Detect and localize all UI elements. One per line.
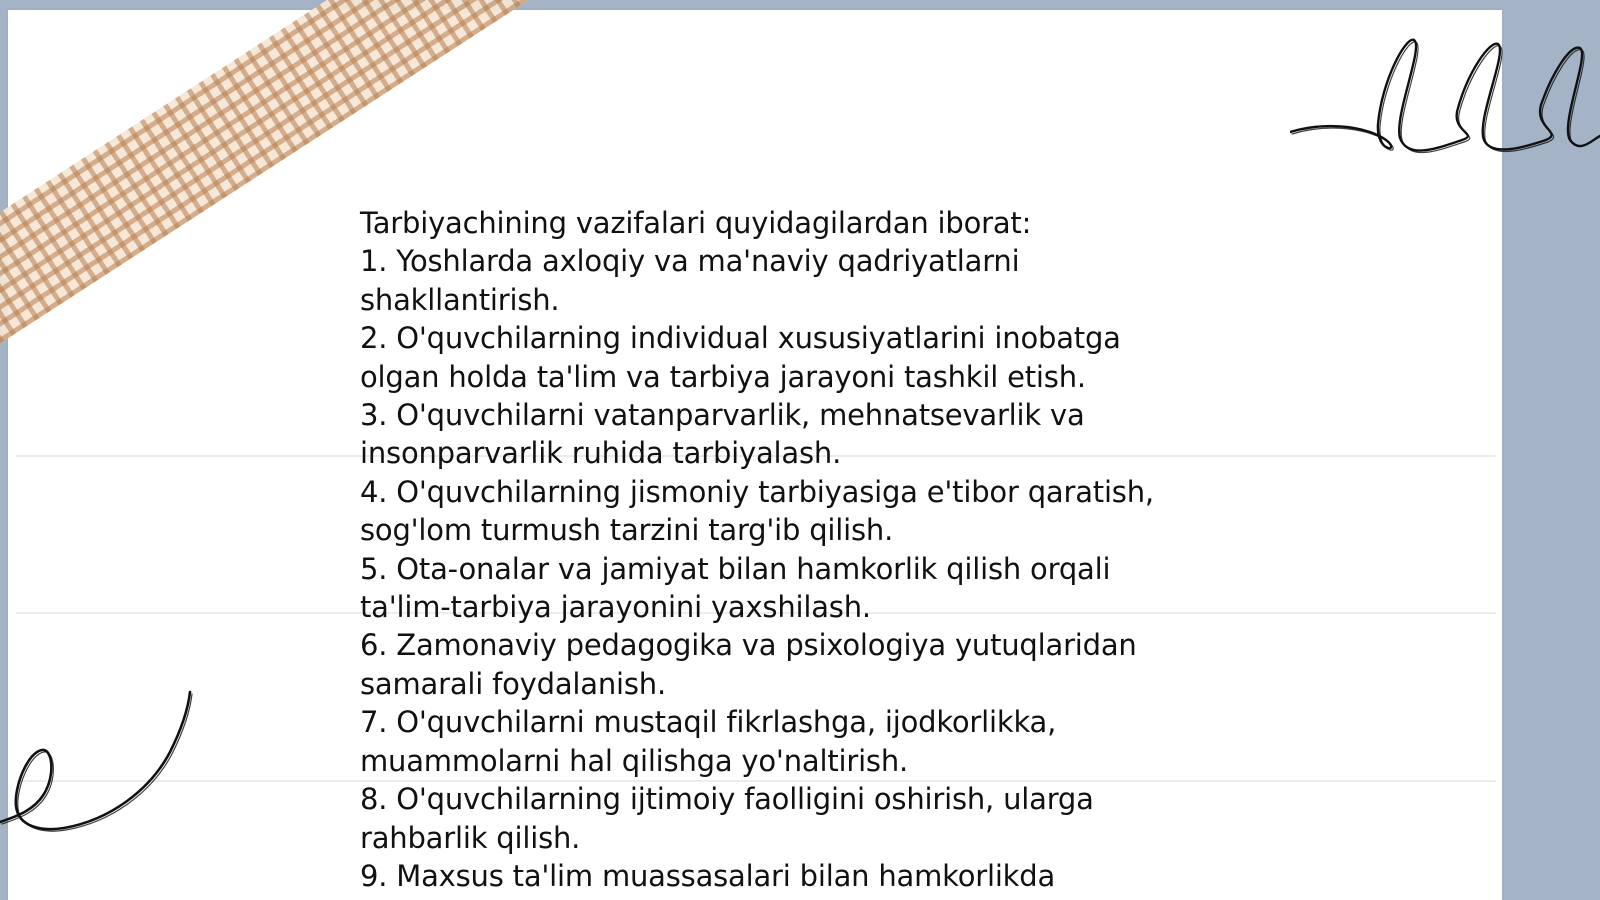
- list-item: 1. Yoshlarda axloqiy va ma'naviy qadriyatlarni shakllantirish.: [360, 244, 1020, 317]
- list-item: 5. Ota-onalar va jamiyat bilan hamkorlik qilish orqali ta'lim-tarbiya jarayonini yaxshilash.: [360, 551, 1111, 625]
- list-item: 9. Maxsus ta'lim muassasalari bilan hamkorlikda: [360, 858, 1056, 893]
- list-item: 4. O'quvchilarning jismoniy tarbiyasiga e'tibor qaratish, sog'lom turmush tarzini targ'ib qilish.: [360, 474, 1154, 548]
- list-item: 6. Zamonaviy pedagogika va psixologiya yutuqlaridan samarali foydalanish.: [360, 628, 1137, 701]
- swirl-scribble-icon: [0, 690, 210, 850]
- loop-scribble-icon: [1290, 28, 1600, 168]
- list-item: 8. O'quvchilarning ijtimoiy faolligini oshirish, ularga rahbarlik qilish.: [360, 782, 1094, 855]
- list-item: 7. O'quvchilarni mustaqil fikrlashga, ijodkorlikka, muammolarni hal qilishga yo'naltirish.: [360, 705, 1057, 778]
- list-item: 2. O'quvchilarning individual xususiyatlarini inobatga olgan holda ta'lim va tarbiya jarayoni tashkil etish.: [360, 321, 1121, 394]
- list-item: 3. O'quvchilarni vatanparvarlik, mehnatsevarlik va insonparvarlik ruhida tarbiyalash.: [360, 398, 1085, 471]
- heading: Tarbiyachining vazifalari quyidagilardan iborat:: [360, 206, 1032, 240]
- duties-text-block: [360, 204, 1200, 895]
